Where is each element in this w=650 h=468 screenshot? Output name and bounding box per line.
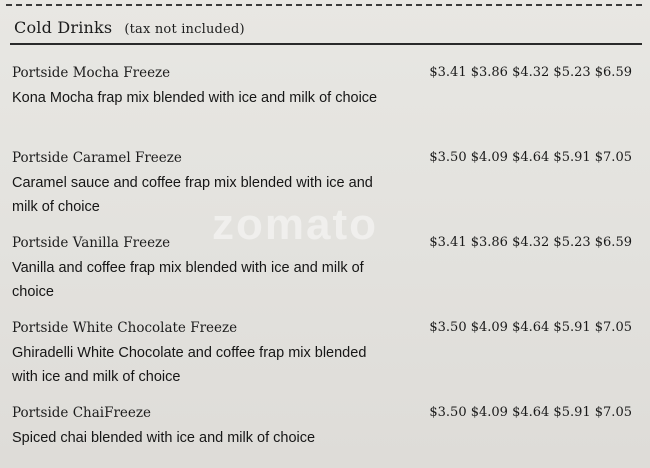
item-name: Portside Vanilla Freeze <box>12 235 171 251</box>
item-prices: $3.41 $3.86 $4.32 $5.23 $6.59 <box>429 65 632 80</box>
menu-item <box>12 148 642 219</box>
item-name: Portside Caramel Freeze <box>12 150 182 166</box>
item-name: Portside ChaiFreeze <box>12 405 152 421</box>
item-description: Spiced chai blended with ice and milk of choice <box>12 430 316 446</box>
menu-item <box>12 63 642 110</box>
section-note: (tax not included) <box>124 22 245 37</box>
item-description: Kona Mocha frap mix blended with ice and milk of choice <box>12 90 378 106</box>
item-prices: $3.41 $3.86 $4.32 $5.23 $6.59 <box>429 235 632 250</box>
item-description: Vanilla and coffee frap mix blended with ice and milk of choice <box>12 260 364 300</box>
item-description: Ghiradelli White Chocolate and coffee frap mix blended with ice and milk of choice <box>12 345 367 385</box>
top-divider <box>6 4 642 6</box>
item-prices: $3.50 $4.09 $4.64 $5.91 $7.05 <box>429 405 632 420</box>
item-name: Portside White Chocolate Freeze <box>12 320 238 336</box>
watermark-logo: zomato <box>212 200 378 249</box>
section-underline <box>10 43 642 45</box>
section-heading <box>14 18 245 37</box>
menu-item <box>12 318 642 389</box>
item-name: Portside Mocha Freeze <box>12 65 171 81</box>
menu-item <box>12 233 642 304</box>
item-description: Caramel sauce and coffee frap mix blended with ice and milk of choice <box>12 175 373 215</box>
item-prices: $3.50 $4.09 $4.64 $5.91 $7.05 <box>429 320 632 335</box>
menu-item <box>12 403 642 450</box>
item-prices: $3.50 $4.09 $4.64 $5.91 $7.05 <box>429 150 632 165</box>
section-title: Cold Drinks <box>14 18 113 37</box>
